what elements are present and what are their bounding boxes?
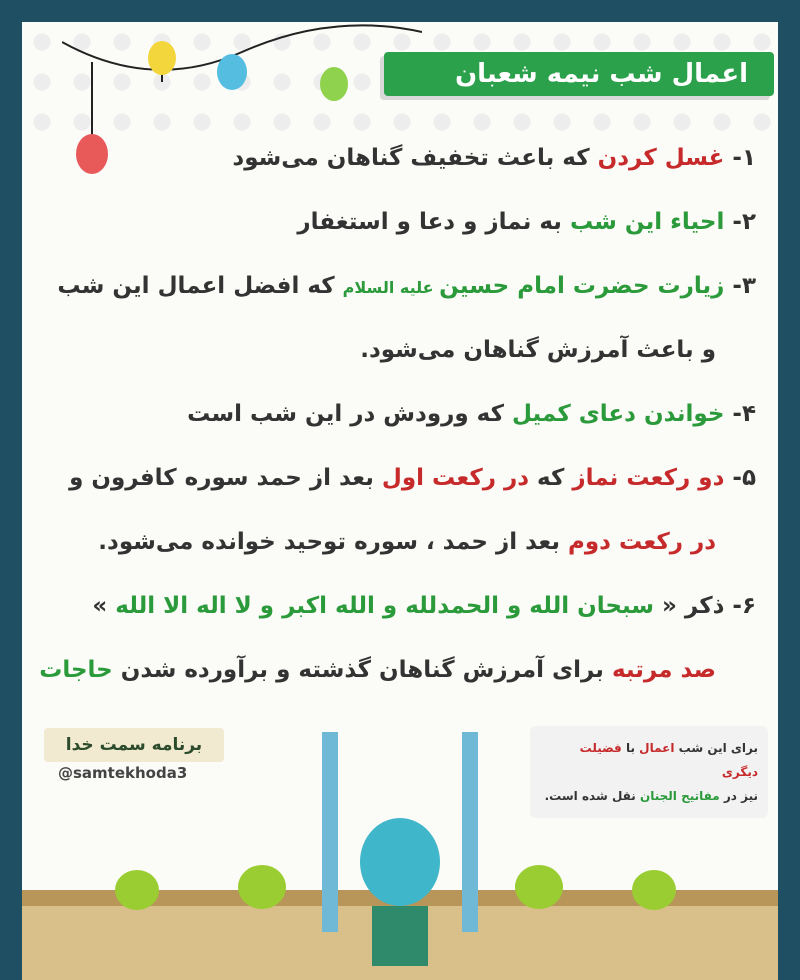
green-bulb-icon bbox=[320, 67, 348, 101]
act-text: علیه السلام bbox=[342, 278, 440, 297]
act-text: به نماز و دعا و استغفار bbox=[297, 209, 570, 235]
act-text: و باعث آمرزش گناهان می‌شود. bbox=[360, 337, 716, 363]
act-text: که افضل اعمال این شب bbox=[57, 273, 343, 299]
social-handle: @samtekhoda3 bbox=[58, 764, 188, 782]
act-text: سبحان الله و الحمدلله و الله اکبر و لا اله الا الله bbox=[107, 593, 663, 619]
act-text: احیاء این شب bbox=[569, 209, 725, 235]
act-text: در رکعت اول bbox=[381, 465, 530, 491]
act-number: ۶- bbox=[732, 593, 756, 619]
act-text: حاجات bbox=[39, 657, 113, 683]
act-text: بعد از حمد ، سوره توحید خوانده می‌شود. bbox=[98, 529, 569, 555]
act-text: ذکر « bbox=[662, 593, 725, 619]
act-line bbox=[36, 254, 756, 318]
act-line bbox=[36, 510, 756, 574]
page-title: اعمال شب نیمه شعبان bbox=[454, 59, 748, 89]
act-text: بعد از حمد سوره کافرون و bbox=[69, 465, 382, 491]
act-line bbox=[36, 126, 756, 190]
act-number: ۵- bbox=[732, 465, 756, 491]
act-line bbox=[36, 638, 756, 702]
act-line bbox=[36, 190, 756, 254]
yellow-bulb-icon bbox=[148, 41, 176, 75]
act-number: ۱- bbox=[732, 145, 756, 171]
act-text: زیارت حضرت امام حسین bbox=[439, 273, 725, 299]
act-line bbox=[36, 446, 756, 510]
act-text: که باعث تخفیف گناهان می‌شود bbox=[232, 145, 598, 171]
act-line bbox=[36, 382, 756, 446]
acts-list bbox=[36, 126, 756, 702]
act-text: برای آمرزش گناهان گذشته و برآورده شدن bbox=[112, 657, 612, 683]
act-text: صد مرتبه bbox=[611, 657, 716, 683]
act-text: » bbox=[92, 593, 108, 619]
act-text: دو رکعت نماز bbox=[572, 465, 725, 491]
side-note: برای این شب اعمال با فضیلت دیگری نیز در مفاتیح الجنان نقل شده است. bbox=[530, 726, 768, 818]
act-text: که ورودش در این شب است bbox=[187, 401, 512, 427]
act-text: خواندن دعای کمیل bbox=[512, 401, 725, 427]
act-line bbox=[36, 574, 756, 638]
content-panel bbox=[22, 22, 778, 980]
act-text: در رکعت دوم bbox=[568, 529, 716, 555]
act-text: غسل کردن bbox=[597, 145, 725, 171]
blue-bulb-icon bbox=[217, 54, 247, 90]
act-line bbox=[36, 318, 756, 382]
act-number: ۲- bbox=[732, 209, 756, 235]
act-text: که bbox=[529, 465, 573, 491]
act-number: ۴- bbox=[732, 401, 756, 427]
act-number: ۳- bbox=[732, 273, 756, 299]
program-name: برنامه سمت خدا bbox=[44, 728, 224, 762]
